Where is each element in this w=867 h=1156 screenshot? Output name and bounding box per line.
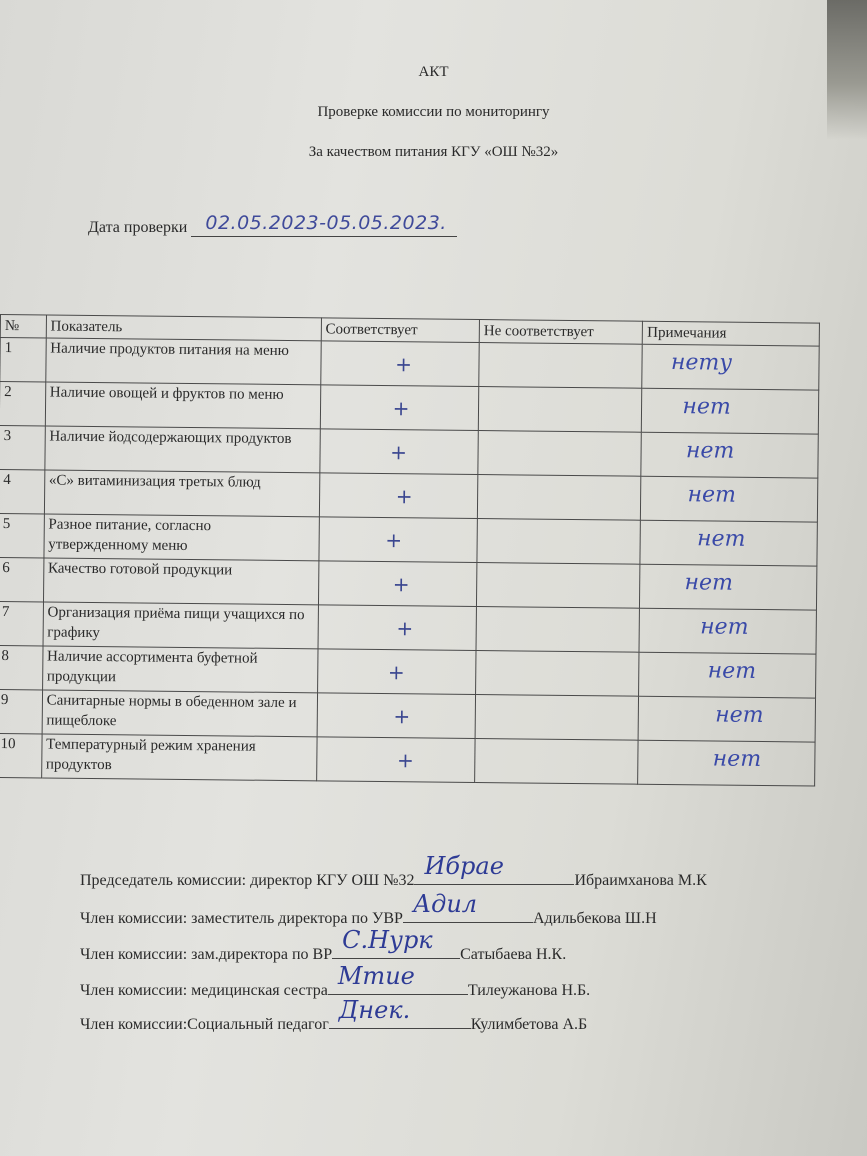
row-number: 5 xyxy=(0,513,44,557)
check-mark: + xyxy=(387,660,405,685)
row-bad-cell xyxy=(476,563,640,609)
row-bad-cell xyxy=(476,651,640,697)
check-mark: + xyxy=(396,616,414,641)
row-ok-cell xyxy=(317,693,476,739)
col-header-no: № xyxy=(0,315,46,338)
row-note-cell xyxy=(642,344,819,390)
row-note-cell xyxy=(639,608,816,654)
handwritten-note: нет xyxy=(715,702,764,729)
row-ok-cell xyxy=(319,517,478,563)
date-label: Дата проверки xyxy=(88,219,188,236)
signature-line xyxy=(80,926,567,964)
check-mark: + xyxy=(396,748,414,773)
date-line xyxy=(191,212,457,237)
signatory-name: Тилеужанова Н.Б. xyxy=(467,982,591,999)
handwritten-signature: Адил xyxy=(412,890,478,918)
signature-role: Член комиссии: медицинская сестра xyxy=(80,982,328,999)
row-indicator: Наличие йодсодержающих продуктов xyxy=(45,426,320,473)
handwritten-note: нет xyxy=(700,614,749,640)
row-ok-cell xyxy=(318,605,477,651)
handwritten-note: нету xyxy=(670,350,733,376)
row-number: 9 xyxy=(0,689,42,733)
indicators-table xyxy=(0,314,820,787)
check-mark: + xyxy=(395,484,413,509)
row-ok-cell xyxy=(319,473,478,519)
doc-subtitle-1: Проверке комиссии по мониторингу xyxy=(317,104,550,120)
signature-role: Председатель комиссии: директор КГУ ОШ №32 xyxy=(80,872,415,889)
signature-field xyxy=(329,996,471,1029)
row-note-cell xyxy=(640,520,817,566)
signature-line xyxy=(80,852,707,890)
row-number: 10 xyxy=(0,733,42,777)
col-header-bad: Не соответствует xyxy=(479,320,643,345)
table-row xyxy=(0,733,815,786)
row-note-cell xyxy=(638,696,815,742)
signature-line xyxy=(80,890,657,928)
signature-field xyxy=(403,890,533,923)
row-indicator: Разное питание, согласно утвержденному меню xyxy=(44,514,319,561)
handwritten-signature: Днек. xyxy=(338,996,411,1024)
row-indicator: Качество готовой продукции xyxy=(43,558,318,605)
handwritten-signature: С.Нурк xyxy=(342,926,433,954)
row-note-cell xyxy=(639,652,816,698)
row-bad-cell xyxy=(475,738,639,784)
row-note-cell xyxy=(641,476,818,522)
date-value: 02.05.2023-05.05.2023. xyxy=(205,212,447,234)
row-number: 4 xyxy=(0,469,45,513)
row-bad-cell xyxy=(478,387,642,433)
row-bad-cell xyxy=(477,475,641,521)
signature-field xyxy=(328,962,468,995)
signature-field xyxy=(414,852,574,885)
row-number: 3 xyxy=(0,425,45,469)
signature-role: Член комиссии: заместитель директора по УВР xyxy=(80,910,403,927)
signature-role: Член комиссии:Социальный педагог xyxy=(80,1016,329,1033)
check-mark: + xyxy=(395,352,413,377)
check-mark: + xyxy=(390,440,408,465)
signatory-name: Ибраимханова М.К xyxy=(574,872,707,889)
signature-role: Член комиссии: зам.директора по ВР xyxy=(80,946,333,963)
row-indicator: Температурный режим хранения продуктов xyxy=(41,734,316,781)
row-ok-cell xyxy=(320,429,479,475)
row-bad-cell xyxy=(477,519,641,565)
handwritten-note: нет xyxy=(687,482,737,508)
row-indicator: Организация приёма пищи учащихся по графику xyxy=(43,602,318,649)
row-indicator: Наличие овощей и фруктов по меню xyxy=(45,382,320,429)
row-bad-cell xyxy=(476,607,640,653)
col-header-ok: Соответствует xyxy=(321,318,480,343)
inspection-date-row xyxy=(88,212,457,237)
handwritten-note: нет xyxy=(696,526,746,552)
row-note-cell xyxy=(641,432,818,478)
row-note-cell xyxy=(640,564,817,610)
check-mark: + xyxy=(393,704,411,729)
handwritten-signature: Мтие xyxy=(337,962,415,990)
handwritten-signature: Ибрае xyxy=(424,852,504,880)
handwritten-note: нет xyxy=(712,746,762,772)
row-ok-cell xyxy=(320,385,479,431)
row-note-cell xyxy=(638,740,815,786)
doc-subtitle-2: За качеством питания КГУ «ОШ №32» xyxy=(308,144,559,160)
col-header-indicator: Показатель xyxy=(46,315,321,341)
handwritten-note: нет xyxy=(684,570,734,596)
row-ok-cell xyxy=(317,649,476,695)
signature-field xyxy=(332,926,460,959)
row-indicator: Наличие продуктов питания на меню xyxy=(45,338,320,385)
signatory-name: Кулимбетова А.Б xyxy=(470,1016,588,1033)
row-bad-cell xyxy=(478,431,642,477)
row-ok-cell xyxy=(320,341,479,387)
signature-line xyxy=(80,996,588,1034)
doc-title: АКТ xyxy=(418,64,449,80)
row-note-cell xyxy=(642,388,819,434)
row-ok-cell xyxy=(316,737,475,783)
row-bad-cell xyxy=(479,343,643,389)
check-mark: + xyxy=(385,528,403,553)
row-number: 6 xyxy=(0,557,44,601)
handwritten-note: нет xyxy=(707,658,757,684)
row-indicator: Санитарные нормы в обеденном зале и пищеблоке xyxy=(42,690,317,737)
col-header-note: Примечания xyxy=(643,321,820,346)
row-number: 7 xyxy=(0,601,43,645)
signatory-name: Адильбекова Ш.Н xyxy=(532,910,657,927)
handwritten-note: нет xyxy=(685,438,735,464)
row-bad-cell xyxy=(475,695,639,741)
row-number: 1 xyxy=(0,338,46,382)
signatory-name: Сатыбаева Н.К. xyxy=(460,946,567,963)
signature-line xyxy=(80,962,591,1000)
row-number: 2 xyxy=(0,382,45,426)
row-indicator: Наличие ассортимента буфетной продукции xyxy=(42,646,317,693)
handwritten-note: нет xyxy=(682,394,731,420)
check-mark: + xyxy=(392,572,410,597)
row-number: 8 xyxy=(0,645,43,689)
check-mark: + xyxy=(392,396,410,421)
row-indicator: «С» витаминизация третых блюд xyxy=(44,470,319,517)
row-ok-cell xyxy=(318,561,477,607)
